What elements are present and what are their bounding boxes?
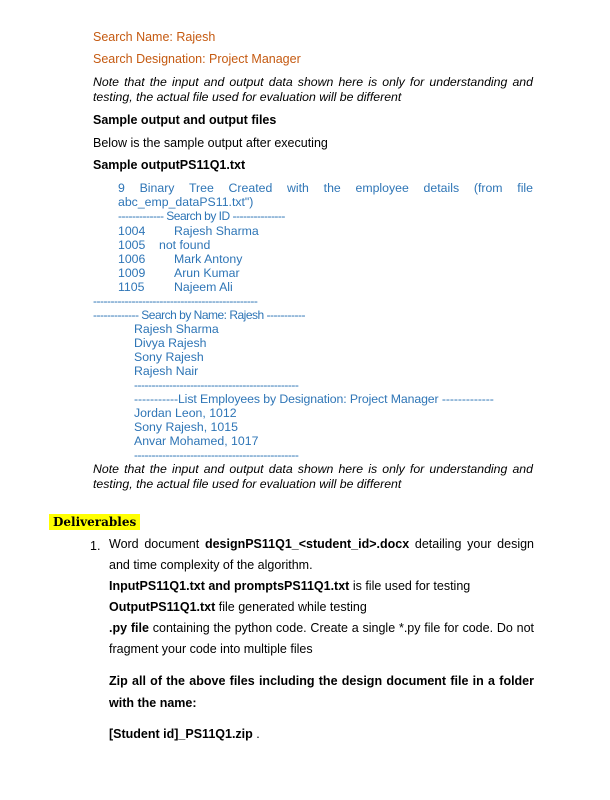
output-line1: 9 Binary Tree Created with the employee details (from file [118,181,533,195]
id-row: 1009 Arun Kumar [118,266,240,280]
deliverable-py-file: .py file containing the python code. Create a single *.py file for code. Do not fragment your code into multiple files [109,621,535,656]
name-result: Sony Rajesh [134,350,204,364]
note-bottom: Note that the input and output data shown here is only for understanding and testing, the actual file used for evaluation will be different [93,462,533,491]
name-result: Rajesh Sharma [134,322,219,336]
designation-result: Jordan Leon, 1012 [134,406,237,420]
note-top: Note that the input and output data shown here is only for understanding and testing, the actual file used for evaluation will be different [93,75,533,104]
id-row: 1006 Mark Antony [118,252,243,266]
below-text: Below is the sample output after executing [93,136,328,150]
deliverable-output-file: OutputPS11Q1.txt file generated while testing [109,600,367,614]
deliverables-title: Deliverables [49,514,140,530]
designation-header: -----------List Employees by Designation: Project Manager ------------- [134,392,494,406]
designation-result: Sony Rajesh, 1015 [134,420,238,434]
search-id-header: ------------- Search by ID --------------- [118,209,285,223]
sample-heading: Sample output and output files [93,113,277,127]
separator-line: ----------------------------------------------- [134,448,299,462]
deliverable-word-doc: Word document designPS11Q1_<student_id>.docx detailing your design and time complexity of the algorithm. [109,537,534,572]
designation-result: Anvar Mohamed, 1017 [134,434,259,448]
name-result: Divya Rajesh [134,336,207,350]
deliverables-list [109,534,534,745]
search-name-header: ------------- Search by Name: Rajesh ----------- [93,308,305,322]
separator-line: ----------------------------------------------- [134,378,299,392]
sample-file-heading: Sample outputPS11Q1.txt [93,158,246,172]
zip-filename: [Student id]_PS11Q1.zip . [109,727,260,741]
search-designation-line: Search Designation: Project Manager [93,52,301,66]
deliverable-input-files: InputPS11Q1.txt and promptsPS11Q1.txt is file used for testing [109,579,471,593]
search-name-line: Search Name: Rajesh [93,30,216,44]
id-row: 1105 Najeem Ali [118,280,233,294]
output-line2: abc_emp_dataPS11.txt") [118,195,254,209]
separator-line: ----------------------------------------------- [93,294,258,308]
zip-instruction: Zip all of the above files including the design document file in a folder with the name: [109,674,534,710]
id-row: 1004 Rajesh Sharma [118,224,259,238]
list-number: 1. [90,539,101,553]
id-row: 1005 not found [118,238,211,252]
name-result: Rajesh Nair [134,364,199,378]
